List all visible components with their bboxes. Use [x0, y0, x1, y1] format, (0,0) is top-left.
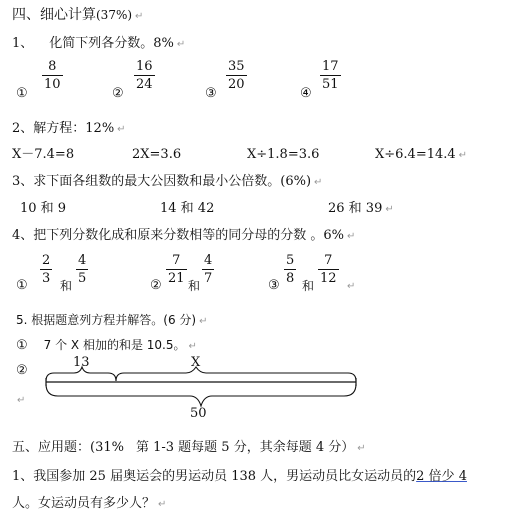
q1-fraction-4: $\frac{17}{51}$	[322, 59, 339, 92]
q4-fraction-1b: $\frac{4}{5}$	[78, 253, 87, 286]
q5-heading: 5. 根据题意列方程并解答。(6 分) ↵	[16, 313, 208, 327]
section5-note: 第 1-3 题每题 5 分，其余每题 4 分）	[135, 440, 355, 455]
diagram-label-total: 50	[190, 406, 207, 421]
app1-underlined-phrase: 2 倍少 4	[416, 469, 467, 484]
q3-pair-3: 26 和 39	[328, 201, 383, 216]
q4-fraction-3a: $\frac{5}{8}$	[286, 253, 295, 286]
q5-sub2-marker: ②	[16, 363, 28, 378]
q2-equation-1: X－7.4=8	[12, 147, 75, 162]
diagram-label-13: 13	[73, 355, 90, 370]
paragraph-mark-icon: ↵	[314, 177, 323, 188]
q1-marker-1: ①	[16, 86, 28, 101]
q1-fraction-3: $\frac{35}{20}$	[228, 59, 245, 92]
q4-joiner-3: 和	[302, 279, 315, 293]
app1-line2: 人。女运动员有多少人？ ↵	[12, 496, 167, 511]
q1-heading: 1、 化简下列各分数。8% ↵	[12, 36, 186, 51]
q4-fraction-2a: $\frac{7}{21}$	[168, 253, 185, 286]
q4-fraction-2b: $\frac{4}{7}$	[204, 253, 213, 286]
q1-marker-3: ③	[205, 86, 217, 101]
q3-heading: 3、求下面各组数的最大公因数和最小公倍数。(6%) ↵	[12, 174, 323, 189]
q4-heading: 4、把下列分数化成和原来分数相等的同分母的分数 。6% ↵	[12, 228, 356, 243]
section5-title: 五、应用题：(31% 第 1-3 题每题 5 分，其余每题 4 分） ↵	[12, 440, 366, 455]
paragraph-mark-icon: ↵	[17, 395, 26, 406]
paragraph-mark-icon: ↵	[458, 150, 468, 161]
q3-pair-1: 10 和 9	[20, 201, 67, 216]
paragraph-mark-icon: ↵	[357, 443, 366, 454]
paragraph-mark-icon: ↵	[347, 231, 356, 242]
q2-equation-4: X÷6.4=14.4	[375, 147, 456, 162]
q4-marker-3: ③	[268, 278, 280, 293]
q4-marker-1: ①	[16, 278, 28, 293]
q4-marker-2: ②	[150, 278, 162, 293]
q2-equation-3: X÷1.8=3.6	[247, 147, 320, 162]
section4-title: 四、细心计算(37%) ↵	[12, 7, 144, 23]
q1-fraction-2: $\frac{16}{24}$	[136, 59, 153, 92]
brace-x	[116, 367, 356, 381]
paragraph-mark-icon: ↵	[117, 124, 126, 135]
q2-heading: 2、解方程：12% ↵	[12, 121, 126, 136]
q4-fraction-3b: $\frac{7}{12}$	[320, 253, 337, 286]
q1-marker-4: ④	[300, 86, 312, 101]
paragraph-mark-icon: ↵	[176, 39, 186, 50]
paragraph-mark-icon: ↵	[199, 316, 208, 327]
q4-joiner-2: 和	[188, 279, 201, 293]
paragraph-mark-icon: ↵	[135, 11, 144, 22]
q1-fraction-1: $\frac{8}{10}$	[44, 59, 61, 92]
app1-line1: 1、我国参加 25 届奥运会的男运动员 138 人，男运动员比女运动员的2 倍少 4	[12, 469, 467, 484]
paragraph-mark-icon: ↵	[188, 341, 197, 352]
paragraph-mark-icon: ↵	[158, 499, 167, 510]
q2-equation-2: 2X=3.6	[132, 147, 182, 162]
q4-joiner-1: 和	[60, 279, 73, 293]
section4-score: (37%)	[96, 8, 133, 22]
q4-fraction-1a: $\frac{2}{3}$	[42, 253, 51, 286]
q5-sub1: ① 7 个 X 相加的和是 10.5。 ↵	[16, 338, 197, 353]
q1-marker-2: ②	[112, 86, 124, 101]
paragraph-mark-icon: ↵	[347, 281, 356, 292]
q3-pair-2: 14 和 42	[160, 201, 215, 216]
paragraph-mark-icon: ↵	[385, 204, 394, 215]
brace-total	[46, 384, 356, 406]
diagram-label-x: X	[191, 355, 201, 370]
